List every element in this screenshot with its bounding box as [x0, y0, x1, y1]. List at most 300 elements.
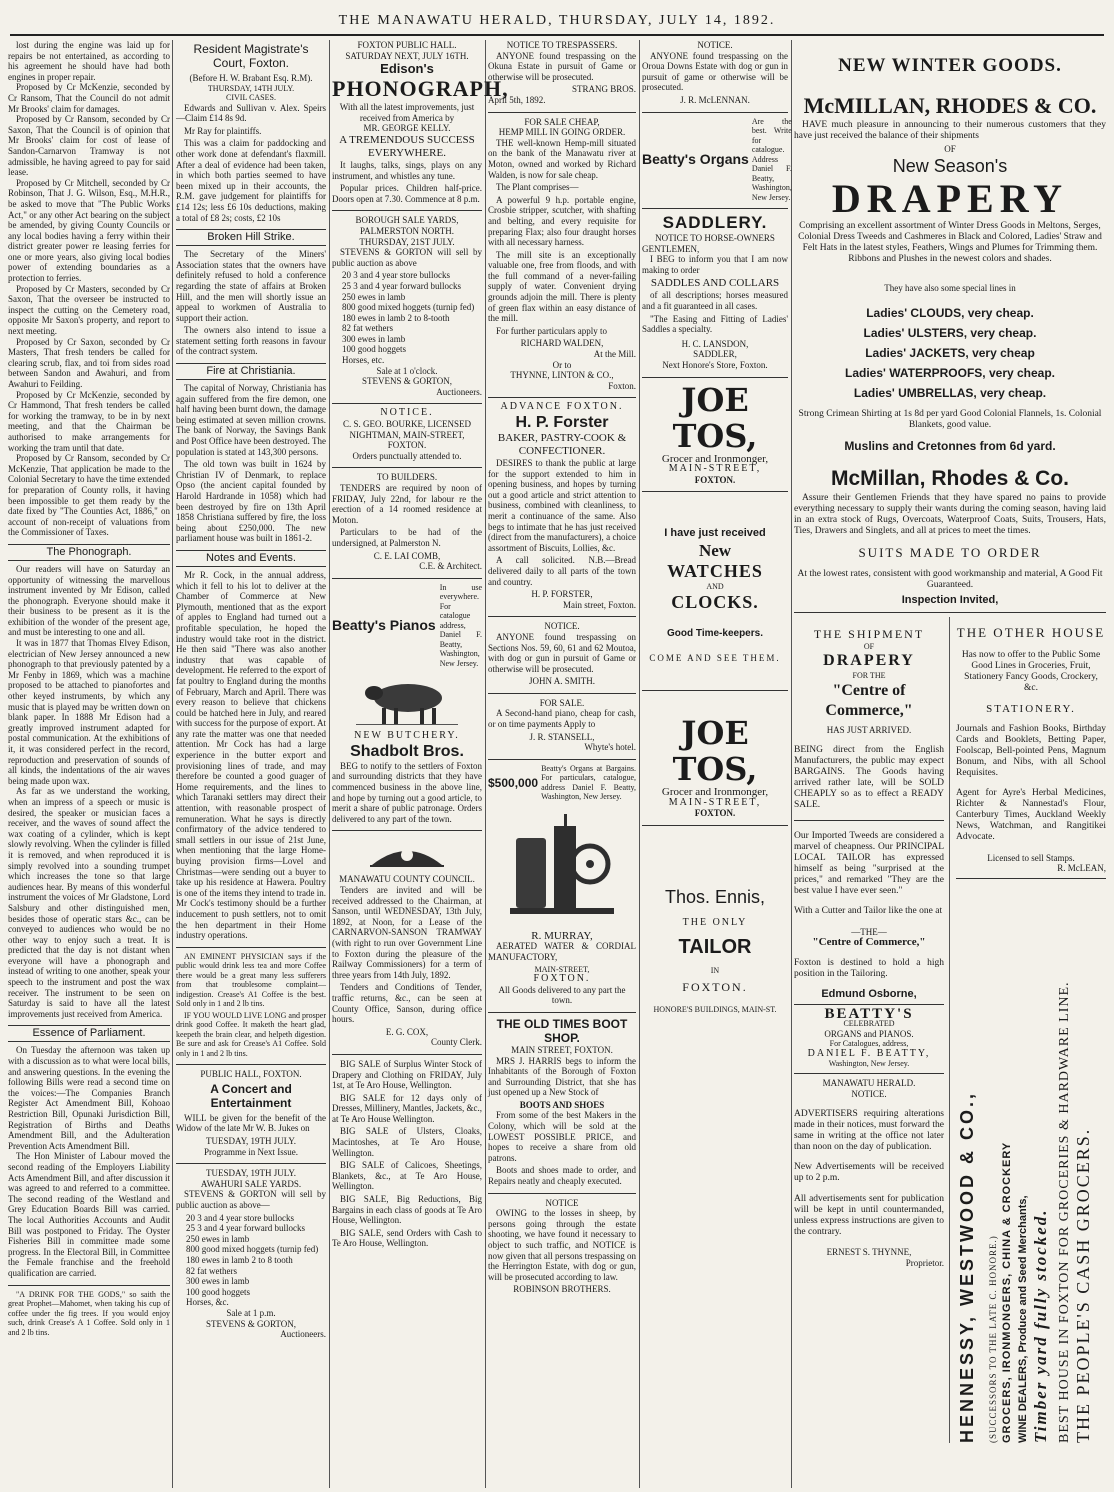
hennessy-vertical-ad: [956, 883, 1106, 1443]
otb-boots: BOOTS AND SHOES: [519, 1099, 605, 1110]
paragraph: DESIRES to thank the public at large for the support extended to him in opening business, and hopes by turning out a good article and strict attention to business, combined with cleanliness, to merit a continuance of the same. Also begs to intimate that he has just received (direct from the manufacturers), a choice assortment of Biscuits, Lollies, &c.: [488, 458, 636, 553]
paragraph: From some of the best Makers in the Colony, which will be sold at the LOWEST POSSIBLE PRICE, and hopes to receive a share from old patrons.: [488, 1110, 636, 1163]
col6-split: [794, 617, 1106, 1443]
shadbolt-title: Shadbolt Bros.: [350, 742, 464, 760]
watches-new: New: [698, 541, 732, 561]
sale-signature-title: Auctioneers.: [280, 1329, 326, 1340]
phono-by: MR. GEORGE KELLY.: [363, 123, 451, 134]
sale-item: 180 ewes in lamb 2 to 8 tooth: [186, 1254, 293, 1265]
ennis-address: HONORE'S BUILDINGS, MAIN-ST.: [653, 1004, 777, 1014]
paragraph: Journals and Fashion Books, Birthday Cards and Booklets, Betting Paper, Foolscap, Bell-pointed Pens, Magnum Bonum, and Nibs, with all School Requisites.: [956, 723, 1106, 778]
bsy-heading: BOROUGH SALE YARDS, PALMERSTON NORTH.: [355, 215, 459, 236]
divider: [488, 759, 636, 760]
watches-ad: [642, 496, 788, 684]
divider: [332, 467, 482, 468]
mcc-signature-title: County Clerk.: [431, 1037, 482, 1048]
watches-and: AND: [706, 582, 724, 592]
the-label: —THE—: [851, 926, 887, 937]
divider: [176, 947, 326, 948]
divider: [794, 612, 1106, 613]
shipment-for: FOR THE: [852, 671, 886, 681]
paragraph: Particulars to be had of the undersigned, at Palmerston N.: [332, 527, 482, 548]
best-house: BEST HOUSE IN FOXTON FOR GROCERIES & HARDWARE LINE.: [1057, 981, 1072, 1444]
forster-title: H. P. Forster: [515, 414, 609, 431]
divider: [488, 397, 636, 398]
paragraph: Our Imported Tweeds are considered a marvel of cheapness. Our PRINCIPAL LOCAL TAILOR has expressed himself as being "surprised at the prices," and remarked "They are the best value I have ever seen.": [794, 830, 944, 896]
sale-item: 20 3 and 4 year store bullocks: [186, 1212, 294, 1223]
osborne-column: [794, 617, 950, 1443]
mh-signature-2: Proprietor.: [905, 1257, 944, 1268]
paragraph: AERATED WATER & CORDIAL MANUFACTORY,: [488, 941, 636, 963]
paragraph: ANYONE found trespassing on the Oroua Downs Estate with dog or gun in pursuit of game or otherwise will be prosecuted.: [642, 50, 788, 93]
saddlery-items: SADDLES AND COLLARS: [650, 277, 780, 290]
divider: [642, 491, 788, 492]
beatty-pianos-ad: [332, 583, 482, 669]
fire-heading: Fire at Christiania.: [176, 363, 326, 380]
paragraph: Edwards and Sullivan v. Alex. Speirs—Claim £14 8s 9d.: [176, 102, 326, 124]
fsc-signature: RICHARD WALDEN,: [520, 338, 604, 349]
paragraph: BIG SALE for 12 days only of Dresses, Millinery, Mantles, Jackets, &c., at Te Aro House Wellington.: [332, 1092, 482, 1124]
paragraph: Strong Crimean Shirting at 1s 8d per yard Good Colonial Flannels, 1s. Colonial Blankets, good value.: [798, 409, 1102, 431]
edison-title: Edison's: [380, 61, 434, 77]
column-4: [488, 40, 636, 1488]
paragraph: The owners also intend to issue a statement setting forth reasons in favour of the contract system.: [176, 325, 326, 357]
ntt-heading: NOTICE TO TRESPASSERS.: [506, 40, 618, 50]
saddlery-title: SADDLERY.: [662, 213, 768, 233]
divider: [488, 693, 636, 694]
shipment-heading: THE SHIPMENT: [813, 626, 925, 641]
sale-item: 300 ewes in lamb: [186, 1276, 250, 1287]
n-heading: NOTICE.: [697, 40, 733, 50]
sale-time: Sale at 1 p.m.: [226, 1307, 276, 1318]
paragraph: ANYONE found trespassing on the Okuna Estate in pursuit of Game or otherwise will be prosecuted.: [488, 50, 636, 82]
concert-heading: A Concert and Entertainment: [210, 1081, 292, 1110]
fsc-signature-2: At the Mill.: [593, 349, 636, 360]
phonograph-article: [8, 564, 170, 1020]
joe-tos-sub: Grocer and Ironmonger,: [661, 786, 769, 799]
hennessy-title: HENNESSY, WESTWOOD & CO.,: [957, 1091, 977, 1444]
column-rule: [329, 40, 330, 1488]
divider: [176, 1064, 326, 1065]
shipment-drapery: DRAPERY: [823, 652, 915, 670]
nightman-notice: [332, 408, 482, 461]
public-hall-heading: PUBLIC HALL, FOXTON.: [200, 1069, 302, 1080]
washington: Washington, New Jersey.: [828, 1059, 910, 1069]
mh-heading: MANAWATU HERALD.: [822, 1077, 916, 1088]
mcmillan-title-2: McMillan, Rhodes & Co.: [830, 467, 1069, 491]
council-seal-illustration: [332, 835, 482, 871]
special-line: Ladies' JACKETS, very cheap: [865, 346, 1035, 361]
sale-item: Horses, &c.: [186, 1297, 229, 1308]
stationery-heading: STATIONERY.: [986, 702, 1076, 715]
licensed: Licensed to sell Stamps.: [987, 852, 1075, 863]
mh-notice: NOTICE.: [851, 1088, 887, 1099]
paragraph: On Tuesday the afternoon was taken up with a discussion as to what were local bills, and answering questions. In the evening the following Bills were read a second time on the voices:—The Companies Branch Register Act Amendment Bill, Kohoao Restriction Bill, Opunaki Jurisdiction Bill, Registration of Births and Deaths Amendment Bill, and the Adulteration Prevention Acts Amendment Bill.: [8, 1045, 170, 1151]
paragraph: WILL be given for the benefit of the Widow of the late Mr W. B. Jukes on: [176, 1112, 326, 1134]
paragraph: For further particulars apply to: [496, 325, 607, 336]
ennis-ad: [642, 830, 788, 1014]
paragraph: Proposed by Cr Saxon, seconded by Cr Masters, That fresh tenders be called for clearing scrub, flax, and toi from sides road between Sandon and Awahuri, and from Awahuri to Feilding.: [8, 336, 170, 389]
broken-hill-article: [176, 249, 326, 357]
paragraph: BEG to notify to the settlers of Foxton and surrounding districts that they have commenced business in the above line, and hope by turning out a good article, to merit a share of public patronage. Orders delivered to any part of the town.: [332, 760, 482, 824]
notice-text2: Orders punctually attended to.: [352, 450, 462, 461]
paragraph: Popular prices. Children half-price. Doors open at 7.30. Commence at 8 p.m.: [332, 183, 482, 204]
beatty-organs-ad: [642, 116, 792, 203]
hennessy-sub-1: (SUCCESSORS TO THE LATE C. HONORE.): [988, 1235, 998, 1444]
hennessy-sub-2: GROCERS, IRONMONGERS, CHINA & CROCKERY: [1001, 1141, 1013, 1444]
sale-item: 180 ewes in lamb 2 to 8-tooth: [342, 312, 450, 323]
sale-item: 25 3 and 4 year forward bullocks: [342, 280, 461, 291]
moutoa-notice: [488, 621, 636, 687]
paragraph: Mr R. Cock, in the annual address, which it fell to his lot to deliver at the Chamber of Commerce at New Plymouth, mentioned that as the export of apples to England had turned out a profitable speculation, he hoped the industry would take root in the district. He then said "There was also another industry that was capable of development. He referred to the export of fat poultry to England during the months of February, March and April. There was every reason to believe that chickens could be hatched here in July, and reared with success for the purpose of export. At any rate the matter was one that needed attention. Mr Cock has had a large experience in the butter export and provisioning lines of trade, and may therefore be counted a good guager of Home requirements, and the lines to which Taranaki settlers may direct their attention, with reasonable prospect of remuneration. What he says is directly confirmatory of the advice tendered to small settlers in our issue of 21st June, when mentioning that the large Home-buying provision firms—Lovel and Christmas—were sending out a buyer to take up his residence at Hawera. Poultry is one of the items they intend to trade in. Mr Cock's testimony should be a further inducement to push settlers, not to omit the hen department in their Home industry operations.: [176, 569, 326, 941]
paragraph: Proposed by Cr Masters, seconded by Cr Saxon, That the overseer be instructed to inspect the cutting on the Cemetery road, opposite Mr Saxon's property, and report to next meeting.: [8, 283, 170, 337]
concert-programme: Programme in Next Issue.: [204, 1146, 298, 1157]
awahuri-sale-ad: [176, 1168, 326, 1340]
fs-signature-2: Whyte's hotel.: [584, 742, 636, 753]
divider: [332, 1054, 482, 1055]
sale-item: 82 fat wethers: [186, 1265, 237, 1276]
column-1: [8, 40, 170, 1488]
sale-item: 250 ewes in lamb: [342, 291, 406, 302]
herrington-notice: [488, 1198, 636, 1295]
beatty-pianos-title: Beatty's Pianos: [332, 617, 436, 633]
special-line: Ladies' UMBRELLAS, very cheap.: [853, 386, 1047, 401]
osborne-name: Edmund Osborne,: [821, 988, 917, 1001]
paragraph: AN EMINENT PHYSICIAN says if the public would drink less tea and more Coffee there would be a great many less sufferers from that troublesome complaint—indigestion. Crease's A1 Coffee is the best. Sold only in 1 and 2 lb tins.: [176, 951, 326, 1009]
paragraph: IF YOU WOULD LIVE LONG and prosper drink good Coffee. It maketh the heart glad, keepeth the brain clear, and helpeth digestion. Be sure and ask for Crease's A1 Coffee. Sold only in 1 and 2 lb tins.: [176, 1010, 326, 1058]
column-rule: [639, 40, 640, 1488]
sale-item: 82 fat wethers: [342, 323, 393, 334]
otb-heading: THE OLD TIMES BOOT SHOP.: [496, 1016, 628, 1045]
n3-signature: ROBINSON BROTHERS.: [513, 1284, 611, 1295]
concert-ad: [176, 1069, 326, 1157]
coffee-ad: [8, 1290, 170, 1338]
piano-sale-ad: [488, 698, 636, 753]
divider: [332, 403, 482, 404]
council-report: [8, 40, 170, 538]
fs-heading: FOR SALE.: [539, 697, 585, 708]
concert-date: TUESDAY, 19TH JULY.: [206, 1136, 296, 1147]
phono-success: A TREMENDOUS SUCCESS EVERYWHERE.: [339, 133, 475, 159]
ennis-in: IN: [710, 966, 720, 976]
paragraph: Foxton is destined to hold a high position in the Tailoring.: [794, 957, 944, 979]
rm-court-sub: (Before H. W. Brabant Esq. R.M).: [189, 73, 313, 83]
divider: [794, 1073, 944, 1074]
divider: [488, 1193, 636, 1194]
paragraph: Proposed by Cr Ransom, seconded by Cr McKenzie, That application be made to the Colonial Secretary to have the time extended for preparation of County rolls, it having been impossible to get them ready by the date fixed by "The Counties Act, 1886," on account of non-receipt of valuations from the Commissioner of Taxes.: [8, 453, 170, 538]
paragraph: ADVERTISERS requiring alterations made in their notices, must forward the same in writing at the office not later than noon on the day of publication.: [794, 1108, 944, 1152]
beatty-pianos-text: In use everywhere. For catalogue address, Daniel F. Beatty, Washington, New Jersey.: [439, 582, 482, 668]
joe-tos-title: JOE TOS,: [672, 714, 758, 789]
lansdon-sub: SADDLER,: [693, 349, 737, 360]
n3-heading: NOTICE: [545, 1197, 579, 1208]
saddlery-gentlemen: GENTLEMEN,: [642, 243, 700, 254]
bsy-time: Sale at 1 o'clock.: [376, 365, 438, 376]
paragraph: Tenders and Conditions of Tender, traffic returns, &c., can be seen at County Office, Sanson, during office hours.: [332, 982, 482, 1025]
special-line: Ladies' WATERPROOFS, very cheap.: [844, 366, 1056, 381]
paragraph: MRS J. HARRIS begs to inform the Inhabitants of the Borough of Foxton and Surrounding District, that she has just opened up a New Stock of: [488, 1055, 636, 1098]
paragraph: This was a claim for paddocking and other work done at defendant's flaxmill. After a deal of evidence had been taken, in which both parties seemed to have been mixed up in their accounts, the R.M. gave judgement for plaintiffs for £14 12s; less £6 10s deductions, making a total of £8 2s; costs, £2 10s: [176, 138, 326, 223]
divider: [488, 112, 636, 113]
sale-signature: STEVENS & GORTON,: [205, 1318, 297, 1329]
joe-tos-sub: Grocer and Ironmonger,: [661, 452, 769, 465]
special-line: Ladies' CLOUDS, very cheap.: [866, 306, 1034, 321]
of-label: OF: [944, 144, 956, 154]
paragraph: Proposed by Cr Mitchell, seconded by Cr Robinson, That J. G. Wilson, Esq., M.H.R., be asked to move that "The Public Works Act," or any other Act bearing on the subject be amended, by giving County Councils or any local bodies having a ferry within their district greater power re leasing ferries for one or more years, also giving local bodies power of extending boundaries as a protection to ferries.: [8, 177, 170, 284]
sale-item: 800 good mixed hoggets (turnip fed): [342, 302, 475, 313]
ennis-title: Thos. Ennis,: [664, 886, 766, 907]
paragraph: The Hon Minister of Labour moved the second reading of the Employers Liability Acts Amendment Bill, and after discussion it was agreed to and referred to a committee. The second reading of the Westland and Grey Education Boards Bill was carried. The local Authorities Accounts and Audit Bill was postponed to Friday. The Oyster Fisheries Bill in committee made some progress. In the Electoral Bill, in Committee the Female franchise and the freehold qualification are carried.: [8, 1151, 170, 1278]
sale-item: 300 ewes in lamb: [342, 333, 406, 344]
good-time: Good Time-keepers.: [667, 627, 763, 639]
beatty-organs-text: Are the best. Write for catalogue. Address Daniel F. Beatty, Washington, New Jersey.: [751, 116, 792, 202]
suits-heading: SUITS MADE TO ORDER: [858, 545, 1042, 561]
oroua-notice: [642, 40, 788, 106]
paragraph: Mr Ray for plaintiffs.: [184, 125, 262, 136]
mcmillan-title: McMILLAN, RHODES & CO.: [803, 93, 1097, 118]
paragraph: THE well-known Hemp-mill situated on the bank of the Manawatu river at Moton, owned and worked by Richard Walden, is now for sale cheap.: [488, 137, 636, 180]
paragraph: BEING direct from the English Manufacturers, the public may expect BARGAINS. The Goods having arrived rather late, will be SOLD CHEAPLY so as to effect a READY SALE.: [794, 744, 944, 810]
paragraph: Proposed by Cr McKenzie, seconded by Cr Hammond, That fresh tenders be called for working the tramway, to be in by next meeting, and that the Chairman be authorised to make arrangements for working the tram until that date.: [8, 389, 170, 453]
paragraph: It was in 1877 that Thomas Elvey Edison, electrician of New Jersey announced a new phonograph to that previously patented by a Mr Fenby in 1869, which was a machine proposed to be attached to pianofortes and other keyed instruments, by which any music that is played may be written down on blank paper. In 1888 Mr Edison had a greatly improved instrument adapted for postal communication. At the exhibitions of it, it was considered perfect in the record, reproduction and preservation of sounds of all kinds, the indentations of the air waves being made upon wax.: [8, 638, 170, 786]
divider: [488, 616, 636, 617]
forster-signature-2: Main street, Foxton.: [563, 599, 636, 610]
lansdon-address: Next Honore's Store, Foxton.: [662, 360, 768, 370]
lansdon-name: H. C. LANSDON,: [681, 338, 749, 349]
column-3: [332, 40, 509, 1488]
joe-tos-address: MAIN-STREET,: [668, 796, 762, 808]
paragraph: With a Cutter and Tailor like the one at: [794, 906, 943, 917]
ennis-foxton: FOXTON.: [682, 979, 748, 994]
builders-signature: C. E. LAI COMB,: [373, 550, 441, 561]
paragraph: STEVENS & GORTON will sell by public auction as above: [332, 247, 482, 268]
shipment-of: OF: [863, 641, 875, 651]
special-lines: They have also some special lines in: [884, 282, 1016, 293]
paragraph: OWING to the losses in sheep, by persons going through the estate shooting, we have found it necessary to object to such traffic, and NOTICE is now given that all persons trespassing on the Herrington Estate, with dog or gun, will be prosecuted according to law.: [488, 1208, 636, 1282]
sale-item: 800 good mixed hoggets (turnip fed): [186, 1244, 319, 1255]
beatty500-title: $500,000: [488, 775, 539, 790]
centre-commerce: "Centre of Commerce,": [825, 681, 913, 719]
paragraph: "The Easing and Fitting of Ladies' Saddles a specialty.: [642, 313, 788, 335]
divider: [642, 377, 788, 378]
paragraph: All advertisements sent for publication will be kept in until countermanded, unless express instructions are given to the contrary.: [794, 1193, 944, 1237]
forster-signature: H. P. FORSTER,: [531, 589, 593, 600]
mcmillan-ad: [794, 54, 1106, 606]
joe-tos-ad-1: [642, 382, 788, 486]
rm-court-heading: Resident Magistrate's Court, Foxton.: [193, 42, 309, 70]
organs-pianos: ORGANS and PIANOS.: [824, 1028, 914, 1039]
notice-text: C. S. GEO. BOURKE, LICENSED NIGHTMAN, MAIN-STREET, FOXTON.: [342, 419, 471, 451]
paragraph: lost during the engine was laid up for repairs be not entertained, as according to his agreement he should have had both engines in proper repair.: [8, 40, 170, 82]
sale-item: Horses, etc.: [342, 355, 385, 366]
phonograph-heading: The Phonograph.: [8, 544, 170, 561]
paragraph: TENDERS are required by noon of FRIDAY, July 22nd, for labour re the erection of a 14 roomed residence at Moton.: [332, 483, 482, 525]
beatty500-text: Beatty's Organs at Bargains. For particulars, catalogue, address Daniel F. Beatty, Washington, New Jersey.: [541, 763, 636, 802]
celebrated: CELEBRATED: [843, 1019, 895, 1029]
paragraph: STEVENS & GORTON will sell by public auction as above—: [176, 1189, 326, 1210]
beatty-organs-title: Beatty's Organs: [642, 150, 749, 167]
n2-signature: JOHN A. SMITH.: [528, 676, 595, 687]
murray-text-3: FOXTON.: [533, 973, 591, 985]
builders-ad: [332, 472, 482, 571]
phono-text: With all the latest improvements, just received from America by: [339, 102, 475, 123]
sale-item: 25 3 and 4 year forward bullocks: [186, 1223, 305, 1234]
fsc-signature-4: Foxton.: [608, 380, 636, 391]
drapery-title: DRAPERY: [831, 175, 1069, 221]
paragraph: Our readers will have on Saturday an opportunity of witnessing the marvellous instrument invented by Mr Edison, called the phonograph. Everyone should make it their business to be present as it is the exhibition of the wonder of the present age, and must be interesting to one and all.: [8, 563, 170, 638]
fsc-sub: HEMP MILL IN GOING ORDER.: [498, 127, 626, 138]
sale-heading: AWAHURI SALE YARDS.: [200, 1178, 302, 1189]
special-line: Ladies' ULSTERS, very cheap.: [863, 326, 1037, 341]
forster-sub: BAKER, PASTRY-COOK & CONFECTIONER.: [497, 432, 627, 457]
paragraph: Boots and shoes made to order, and Repairs neatly and cheaply executed.: [488, 1165, 636, 1187]
paragraph: BIG SALE, Big Reductions, Big Bargains in each class of goods at Te Aro House, Wellington.: [332, 1194, 482, 1226]
paragraph: Agent for Ayre's Herbal Medicines, Richter & Nannestad's Flour, Canterbury Times, Auckland Weekly News, Watchman, and Rangitikei Advocate.: [956, 788, 1106, 843]
divider: [956, 878, 1106, 879]
divider: [332, 210, 482, 211]
divider: [176, 1163, 326, 1164]
murray-text-2: MAIN-STREET,: [534, 964, 590, 974]
centre-commerce-2: "Centre of Commerce,": [812, 936, 926, 949]
watches-intro: I have just received: [664, 527, 766, 540]
has-arrived: HAS JUST ARRIVED.: [826, 724, 912, 735]
saddlery-ad: [642, 213, 788, 371]
sale-date: TUESDAY, 19TH JULY.: [206, 1168, 296, 1179]
bsy-signature-title: Auctioneers.: [436, 386, 482, 397]
column-rule: [791, 40, 792, 1488]
divider: [642, 825, 788, 826]
new-seasons: New Season's: [892, 155, 1008, 176]
broken-hill-heading: Broken Hill Strike.: [176, 229, 326, 246]
paragraph: New Advertisements will be received up to 2 p.m.: [794, 1162, 944, 1184]
muslins: Muslins and Cretonnes from 6d yard.: [844, 439, 1056, 454]
column-rule: [172, 40, 173, 1488]
rm-court-date: THURSDAY, 14TH JULY.: [207, 83, 295, 93]
divider: [794, 1004, 944, 1005]
divider: [488, 1012, 636, 1013]
paragraph: The mill site is an exceptionally valuable one, free from floods, and with the full command of a never-failing supply of water. Convenient drying grounds adjoin the mill. There is plenty of green flax within an easy distance of the mill.: [488, 249, 636, 324]
n-signature: J. R. McLENNAN.: [680, 94, 750, 105]
column-6: [794, 40, 1106, 1488]
joe-tos-title: JOE TOS,: [672, 380, 758, 455]
boot-shop-ad: [488, 1017, 636, 1187]
paragraph: A powerful 9 h.p. portable engine, Crosbie stripper, scutcher, with shafting and belting, and every requisite for preparing Flax; also four draught horses with all necessary harness.: [488, 194, 636, 248]
paragraph: BIG SALE, send Orders with Cash to Te Aro House, Wellington.: [332, 1227, 482, 1249]
masthead: THE MANAWATU HERALD, THURSDAY, JULY 14, 1892.: [10, 8, 1104, 36]
paragraph: At the lowest rates, consistent with good workmanship and material, A Good Fit Guaranteed.: [797, 569, 1103, 591]
joe-tos-ad-2: [642, 695, 788, 819]
paragraph: As far as we understand the working, when an impress of a speech or music is desired, the speaker or musician faces a receiver, and the waves of sound affect the wax coating of a cylinder, which is kept slowly revolving. When the cylinder is filled it is removed, and when reproduced it is simply revolved into a sounding trumpet which increases the tone so that large audiences hear. By means of this wonderful instrument the voices of Mr Gladstone, Lord Salsbury and other distinguished men, besides those of operatic stars &c., can be conveyed to audiences who would be no other way to enjoy such a treat. It is predicted that the day is not distant when everyone will have a phonograph and instead of writing to one another, speak your speech to the instrument and post the wax receiver. The instrument to be seen on Saturday is said to have all the latest improvements just received from America.: [8, 786, 170, 1019]
paragraph: A call solicited. N.B.—Bread delivered daily to all parts of the town and country.: [488, 555, 636, 587]
ntt-signature: STRANG BROS.: [571, 84, 636, 95]
mh-signature: ERNEST S. THYNNE,: [826, 1247, 912, 1258]
paragraph: Comprising an excellent assortment of Winter Dress Goods in Meltons, Serges, Colonial Dress Tweeds and Cashmeres in Black and Colored, Ladies' Straw and Felt Hats in the latest styles, Feathers, Wings and Plumes for Trimming them. Ribbons and Plushes in the newest colors and shades.: [798, 220, 1102, 264]
builders-signature-title: C.E. & Architect.: [419, 561, 482, 572]
paragraph: The Secretary of the Miners' Association states that the owners have definitely refused to hold a conference regarding the state of affairs at Broken Hill, and the men will shortly issue an appeal to workmen of Australia to support their action.: [176, 249, 326, 323]
fsc-heading: FOR SALE CHEAP,: [524, 116, 600, 127]
inspection: Inspection Invited,: [901, 594, 999, 607]
fph-heading: FOXTON PUBLIC HALL.: [357, 40, 457, 50]
sale-item: 100 good hoggets: [186, 1286, 250, 1297]
forster-ad: [488, 402, 636, 610]
divider: [794, 820, 944, 821]
mclean-name: R. McLEAN,: [1057, 863, 1106, 874]
paragraph: BIG SALE of Ulsters, Cloaks, Macintoshes, at Te Aro House, Wellington.: [332, 1126, 482, 1158]
paragraph: The capital of Norway, Christiania has again suffered from the fire demon, one half having been burnt down, the damage being estimated at seven million crowns. The bank of Norway, the Savings Bank and Post Office have been destroyed. The population is stated at 143,300 persons.: [176, 383, 326, 457]
divider: [642, 690, 788, 691]
soda-machine-illustration: [488, 808, 636, 928]
fsc-signature-3: THYNNE, LINTON & CO.,: [510, 370, 614, 381]
joe-tos-town: FOXTON.: [694, 474, 736, 485]
trespass-notice: [488, 40, 636, 106]
mclean-column: [956, 617, 1106, 1443]
tailor-title: TAILOR: [678, 936, 752, 959]
sale-item: 100 good hoggets: [342, 344, 406, 355]
catalogues: For Catalogues, address,: [829, 1039, 909, 1049]
divider: [8, 1285, 170, 1286]
mcc-heading: MANAWATU COUNTY COUNCIL.: [339, 874, 475, 885]
clocks-title: CLOCKS.: [671, 591, 759, 612]
paragraph: The old town was built in 1624 by Christian IV of Denmark, to replace Opso (the ancient capital founded by Harold Hardrande in 1058) which had been destroyed by fire on 13th April 1858 Christiana suffered by fire, the loss being about £250,000. The new parliament house was built in 1861-2.: [176, 459, 326, 544]
divider: [642, 208, 788, 209]
paragraph: Proposed by Cr Ransom, seconded by Cr Saxon, That the Council is of opinion that Mr Brooks' claim for cost of lease of Sandon-Carnarvon Tramway is not admissible, he having agreed to pay for said lease.: [8, 114, 170, 178]
divider: [332, 830, 482, 831]
column-2: [176, 40, 326, 1488]
builders-heading: TO BUILDERS.: [376, 472, 438, 483]
bsy-signature: STEVENS & GORTON,: [361, 376, 453, 387]
hemp-mill-ad: [488, 117, 636, 392]
paragraph: I BEG to inform you that I am now making to order: [642, 254, 788, 275]
daniel-beatty: DANIEL F. BEATTY,: [807, 1047, 931, 1059]
ennis-only: THE ONLY: [682, 916, 748, 928]
beattys-title: BEATTY'S: [824, 1005, 914, 1022]
fsc-or: Or to: [552, 359, 572, 370]
paragraph: BIG SALE of Surplus Winter Stock of Drapery and Clothing on FRIDAY, July 1st, at Te Aro House, Wellington.: [332, 1058, 482, 1091]
otb-sub: MAIN STREET, FOXTON.: [511, 1044, 613, 1055]
sale-item: 20 3 and 4 year store bullocks: [342, 270, 450, 281]
fph-date: SATURDAY NEXT, JULY 16TH.: [345, 50, 469, 61]
joe-tos-town: FOXTON.: [694, 808, 736, 819]
rm-court-article: [176, 103, 326, 224]
notice-heading: NOTICE.: [380, 407, 434, 419]
nwg-title: NEW WINTER GOODS.: [838, 55, 1062, 76]
cash-grocers: THE PEOPLE'S CASH GROCERS.: [1073, 1127, 1093, 1444]
saddlery-sub: NOTICE TO HORSE-OWNERS: [655, 233, 775, 244]
notes-heading: Notes and Events.: [176, 550, 326, 567]
ntt-date: April 5th, 1892.: [488, 94, 546, 105]
watches-title: WATCHES: [667, 561, 763, 582]
n2-heading: NOTICE.: [544, 621, 580, 632]
column-5: [642, 40, 792, 1488]
murray-text-4: All Goods delivered to any part the town.: [498, 984, 626, 1006]
paragraph: of all descriptions; horses measured and a fit guaranteed in all cases.: [642, 290, 788, 312]
paragraph: A Second-hand piano, cheap for cash, or on time payments Apply to: [488, 708, 636, 730]
essence-heading: Essence of Parliament.: [8, 1025, 170, 1042]
beatty-organs-500-ad: [488, 764, 636, 802]
big-sale-ads: [332, 1059, 482, 1249]
phonograph-ad: [332, 40, 509, 204]
af-heading: ADVANCE FOXTON.: [500, 401, 624, 413]
fs-signature: J. R. STANSELL,: [529, 731, 595, 742]
paragraph: Assure their Gentlemen Friends that they have spared no pains to provide everything necessary to supply their wants during the coming season, having laid in an extra stock of Rugs, Overcoats, Waterproof Coats, Suits, Trousers, Hats, Ties, Drawers and Singlets, and all at prices to meet the times.: [794, 493, 1106, 537]
joe-tos-address: MAIN-STREET,: [668, 463, 762, 475]
physician-ad: [176, 952, 326, 1059]
paragraph: Tenders are invited and will be received addressed to the Chairman, at Sanson, until WEDNESDAY, 13th July, 1892, at Noon, for a Lease of the CARNARVON-SANSON TRAMWAY (with right to run over Government Line to Foxton during the pleasure of the Railway Commissioners) for a term of three years from 14th July, 1892.: [332, 885, 482, 980]
hennessy-yard: Timber yard fully stocked.: [1031, 1208, 1050, 1444]
rm-court-civil: CIVIL CASES.: [226, 93, 276, 103]
divider: [332, 578, 482, 579]
paragraph: It laughs, talks, sings, plays on any instrument, and whistles any tune.: [332, 159, 482, 181]
